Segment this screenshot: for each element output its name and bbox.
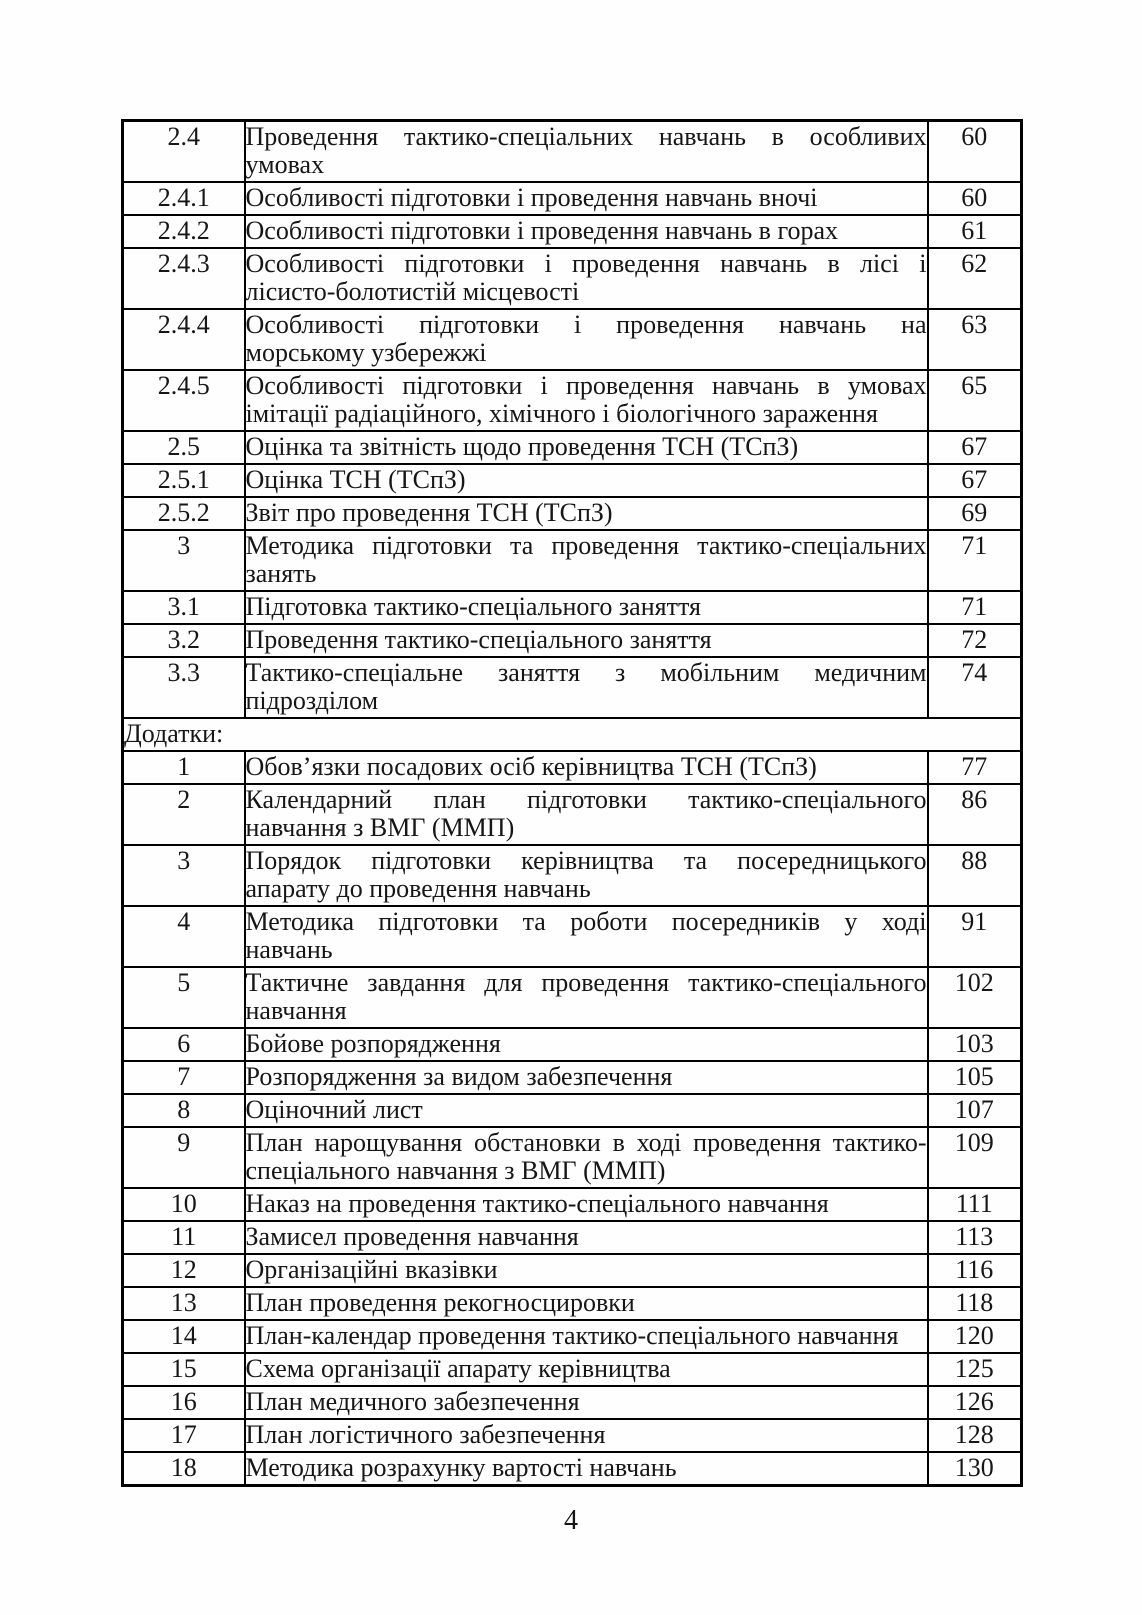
- toc-title-line: Методика підготовки та проведення тактико-спеціальних: [245, 531, 927, 560]
- toc-entry-page: 118: [928, 1287, 1022, 1320]
- toc-entry-page: 71: [928, 530, 1022, 591]
- toc-entry-title: [245, 464, 928, 497]
- toc-row: [123, 1254, 1022, 1287]
- toc-entry-title: [245, 431, 928, 464]
- toc-title-line: Проведення тактико-спеціального заняття: [245, 625, 712, 654]
- toc-entry-title: [245, 248, 928, 309]
- toc-entry-page: 62: [928, 248, 1022, 309]
- toc-section-row: [123, 718, 1022, 751]
- toc-entry-title: [245, 1094, 928, 1127]
- toc-entry-title: [245, 1221, 928, 1254]
- toc-entry-number: 2: [123, 784, 245, 845]
- toc-entry-title: [245, 591, 928, 624]
- toc-entry-title: [245, 906, 928, 967]
- toc-title-line: Бойове розпорядження: [245, 1029, 501, 1058]
- toc-row: [123, 182, 1022, 215]
- toc-table: [121, 119, 1023, 1487]
- toc-entry-number: 7: [123, 1061, 245, 1094]
- toc-entry-number: 17: [123, 1419, 245, 1452]
- toc-entry-number: 10: [123, 1188, 245, 1221]
- toc-entry-number: 9: [123, 1127, 245, 1188]
- toc-entry-title: [245, 497, 928, 530]
- toc-entry-number: 2.5: [123, 431, 245, 464]
- toc-row: [123, 1386, 1022, 1419]
- toc-entry-title: [245, 624, 928, 657]
- toc-row: [123, 906, 1022, 967]
- toc-entry-page: 125: [928, 1353, 1022, 1386]
- toc-row: [123, 309, 1022, 370]
- toc-title-line: лісисто-болотистій місцевості: [245, 277, 580, 306]
- toc-entry-page: 86: [928, 784, 1022, 845]
- toc-entry-number: 14: [123, 1320, 245, 1353]
- toc-entry-number: 8: [123, 1094, 245, 1127]
- toc-entry-number: 15: [123, 1353, 245, 1386]
- toc-title-line: імітації радіаційного, хімічного і біологічного зараження: [245, 399, 878, 428]
- toc-entry-number: 16: [123, 1386, 245, 1419]
- toc-entry-number: 3.2: [123, 624, 245, 657]
- toc-entry-page: 65: [928, 370, 1022, 431]
- toc-title-line: Порядок підготовки керівництва та посередницького: [245, 846, 927, 875]
- toc-entry-title: [245, 1188, 928, 1221]
- toc-entry-page: 113: [928, 1221, 1022, 1254]
- toc-title-line: Обов’язки посадових осіб керівництва ТСН (ТСпЗ): [245, 752, 817, 781]
- toc-entry-page: 67: [928, 464, 1022, 497]
- toc-title-line: Методика підготовки та роботи посередників у ході: [245, 907, 927, 936]
- toc-row: [123, 657, 1022, 718]
- toc-entry-number: 3.3: [123, 657, 245, 718]
- toc-entry-page: 60: [928, 182, 1022, 215]
- toc-title-line: Розпорядження за видом забезпечення: [245, 1062, 673, 1091]
- toc-title-line: підрозділом: [245, 686, 379, 715]
- toc-entry-title: [245, 1452, 928, 1486]
- toc-entry-title: [245, 1028, 928, 1061]
- toc-row: [123, 751, 1022, 784]
- toc-entry-page: 63: [928, 309, 1022, 370]
- toc-title-line: морському узбережжі: [245, 338, 487, 367]
- toc-row: [123, 1094, 1022, 1127]
- toc-title-line: Тактико-спеціальне заняття з мобільним медичним: [245, 658, 927, 687]
- toc-title-line: Схема організації апарату керівництва: [245, 1354, 671, 1383]
- toc-title-line: Особливості підготовки і проведення навчань в горах: [245, 216, 839, 245]
- toc-row: [123, 497, 1022, 530]
- toc-title-line: спеціального навчання з ВМГ (ММП): [245, 1156, 666, 1185]
- toc-row: [123, 215, 1022, 248]
- toc-row: [123, 967, 1022, 1028]
- toc-row: [123, 591, 1022, 624]
- toc-entry-title: [245, 1320, 928, 1353]
- toc-entry-page: 74: [928, 657, 1022, 718]
- toc-entry-title: [245, 1419, 928, 1452]
- toc-title-line: План медичного забезпечення: [245, 1387, 580, 1416]
- toc-entry-page: 105: [928, 1061, 1022, 1094]
- toc-title-line: Підготовка тактико-спеціального заняття: [245, 592, 701, 621]
- toc-row: [123, 1061, 1022, 1094]
- toc-row: [123, 1028, 1022, 1061]
- toc-entry-page: 72: [928, 624, 1022, 657]
- toc-entry-number: 3.1: [123, 591, 245, 624]
- toc-row: [123, 1188, 1022, 1221]
- toc-entry-number: 5: [123, 967, 245, 1028]
- toc-row: [123, 370, 1022, 431]
- toc-row: [123, 1419, 1022, 1452]
- toc-entry-number: 4: [123, 906, 245, 967]
- toc-row: [123, 624, 1022, 657]
- toc-entry-page: 77: [928, 751, 1022, 784]
- toc-row: [123, 431, 1022, 464]
- toc-row: [123, 1221, 1022, 1254]
- toc-entry-page: 126: [928, 1386, 1022, 1419]
- toc-entry-title: [245, 1386, 928, 1419]
- toc-entry-title: [245, 182, 928, 215]
- toc-entry-number: 3: [123, 845, 245, 906]
- toc-entry-page: 60: [928, 121, 1022, 183]
- toc-entry-number: 2.4.3: [123, 248, 245, 309]
- toc-row: [123, 248, 1022, 309]
- toc-entry-number: 3: [123, 530, 245, 591]
- toc-title-line: Звіт про проведення ТСН (ТСпЗ): [245, 498, 613, 527]
- toc-row: [123, 845, 1022, 906]
- toc-entry-title: [245, 530, 928, 591]
- toc-entry-title: [245, 784, 928, 845]
- toc-title-line: Оцінка ТСН (ТСпЗ): [245, 465, 466, 494]
- toc-entry-number: 2.4: [123, 121, 245, 183]
- toc-title-line: Особливості підготовки і проведення навчань в умовах: [245, 371, 927, 400]
- toc-row: [123, 530, 1022, 591]
- toc-title-line: Тактичне завдання для проведення тактико-спеціального: [245, 968, 927, 997]
- toc-title-line: Наказ на проведення тактико-спеціального навчання: [245, 1189, 829, 1218]
- toc-entry-number: 2.4.1: [123, 182, 245, 215]
- toc-row: [123, 1452, 1022, 1486]
- toc-entry-number: 11: [123, 1221, 245, 1254]
- toc-entry-page: 111: [928, 1188, 1022, 1221]
- toc-entry-title: [245, 215, 928, 248]
- toc-title-line: Особливості підготовки і проведення навчань на: [245, 310, 927, 339]
- toc-entry-number: 12: [123, 1254, 245, 1287]
- toc-row: [123, 1287, 1022, 1320]
- toc-entry-title: [245, 1287, 928, 1320]
- toc-entry-page: 103: [928, 1028, 1022, 1061]
- toc-title-line: План нарощування обстановки в ході проведення тактико-: [245, 1128, 927, 1157]
- toc-title-line: Проведення тактико-спеціальних навчань в особливих: [245, 122, 927, 151]
- toc-entry-number: 2.4.2: [123, 215, 245, 248]
- toc-entry-page: 109: [928, 1127, 1022, 1188]
- toc-title-line: Організаційні вказівки: [245, 1255, 498, 1284]
- toc-section-label: Додатки:: [123, 718, 1022, 751]
- toc-title-line: План-календар проведення тактико-спеціального навчання: [245, 1321, 899, 1350]
- toc-entry-title: [245, 845, 928, 906]
- toc-entry-title: [245, 751, 928, 784]
- toc-entry-page: 69: [928, 497, 1022, 530]
- toc-entry-title: [245, 1353, 928, 1386]
- toc-row: [123, 1320, 1022, 1353]
- toc-entry-number: 13: [123, 1287, 245, 1320]
- toc-row: [123, 464, 1022, 497]
- toc-title-line: Календарний план підготовки тактико-спеціального: [245, 785, 927, 814]
- toc-entry-page: 67: [928, 431, 1022, 464]
- toc-row: [123, 1353, 1022, 1386]
- toc-entry-number: 18: [123, 1452, 245, 1486]
- toc-entry-title: [245, 657, 928, 718]
- toc-entry-page: 102: [928, 967, 1022, 1028]
- toc-entry-title: [245, 309, 928, 370]
- toc-entry-title: [245, 967, 928, 1028]
- toc-entry-page: 88: [928, 845, 1022, 906]
- toc-title-line: Замисел проведення навчання: [245, 1222, 579, 1251]
- toc-entry-title: [245, 121, 928, 183]
- toc-title-line: навчання з ВМГ (ММП): [245, 813, 515, 842]
- toc-row: [123, 121, 1022, 183]
- toc-entry-page: 120: [928, 1320, 1022, 1353]
- toc-entry-title: [245, 370, 928, 431]
- toc-entry-title: [245, 1127, 928, 1188]
- toc-entry-title: [245, 1061, 928, 1094]
- toc-entry-page: 71: [928, 591, 1022, 624]
- toc-entry-page: 91: [928, 906, 1022, 967]
- toc-row: [123, 1127, 1022, 1188]
- toc-entry-page: 130: [928, 1452, 1022, 1486]
- toc-title-line: умовах: [245, 150, 325, 179]
- toc-entry-number: 2.5.2: [123, 497, 245, 530]
- toc-title-line: навчання: [245, 996, 347, 1025]
- toc-title-line: Методика розрахунку вартості навчань: [245, 1453, 677, 1482]
- toc-entry-page: 128: [928, 1419, 1022, 1452]
- toc-entry-page: 116: [928, 1254, 1022, 1287]
- toc-row: [123, 784, 1022, 845]
- toc-entry-number: 2.4.5: [123, 370, 245, 431]
- toc-title-line: навчань: [245, 935, 333, 964]
- toc-entry-page: 61: [928, 215, 1022, 248]
- toc-title-line: Особливості підготовки і проведення навчань в лісі і: [245, 249, 927, 278]
- toc-entry-page: 107: [928, 1094, 1022, 1127]
- toc-title-line: Оціночний лист: [245, 1095, 423, 1124]
- toc-title-line: Оцінка та звітність щодо проведення ТСН (ТСпЗ): [245, 432, 799, 461]
- toc-title-line: апарату до проведення навчань: [245, 874, 591, 903]
- page-number: 4: [564, 1505, 578, 1536]
- toc-title-line: занять: [245, 559, 317, 588]
- toc-title-line: План логістичного забезпечення: [245, 1420, 606, 1449]
- toc-body: [123, 121, 1022, 1486]
- toc-title-line: Особливості підготовки і проведення навчань вночі: [245, 183, 818, 212]
- toc-entry-number: 6: [123, 1028, 245, 1061]
- toc-entry-number: 1: [123, 751, 245, 784]
- toc-entry-number: 2.5.1: [123, 464, 245, 497]
- toc-entry-number: 2.4.4: [123, 309, 245, 370]
- toc-entry-title: [245, 1254, 928, 1287]
- toc-title-line: План проведення рекогносцировки: [245, 1288, 635, 1317]
